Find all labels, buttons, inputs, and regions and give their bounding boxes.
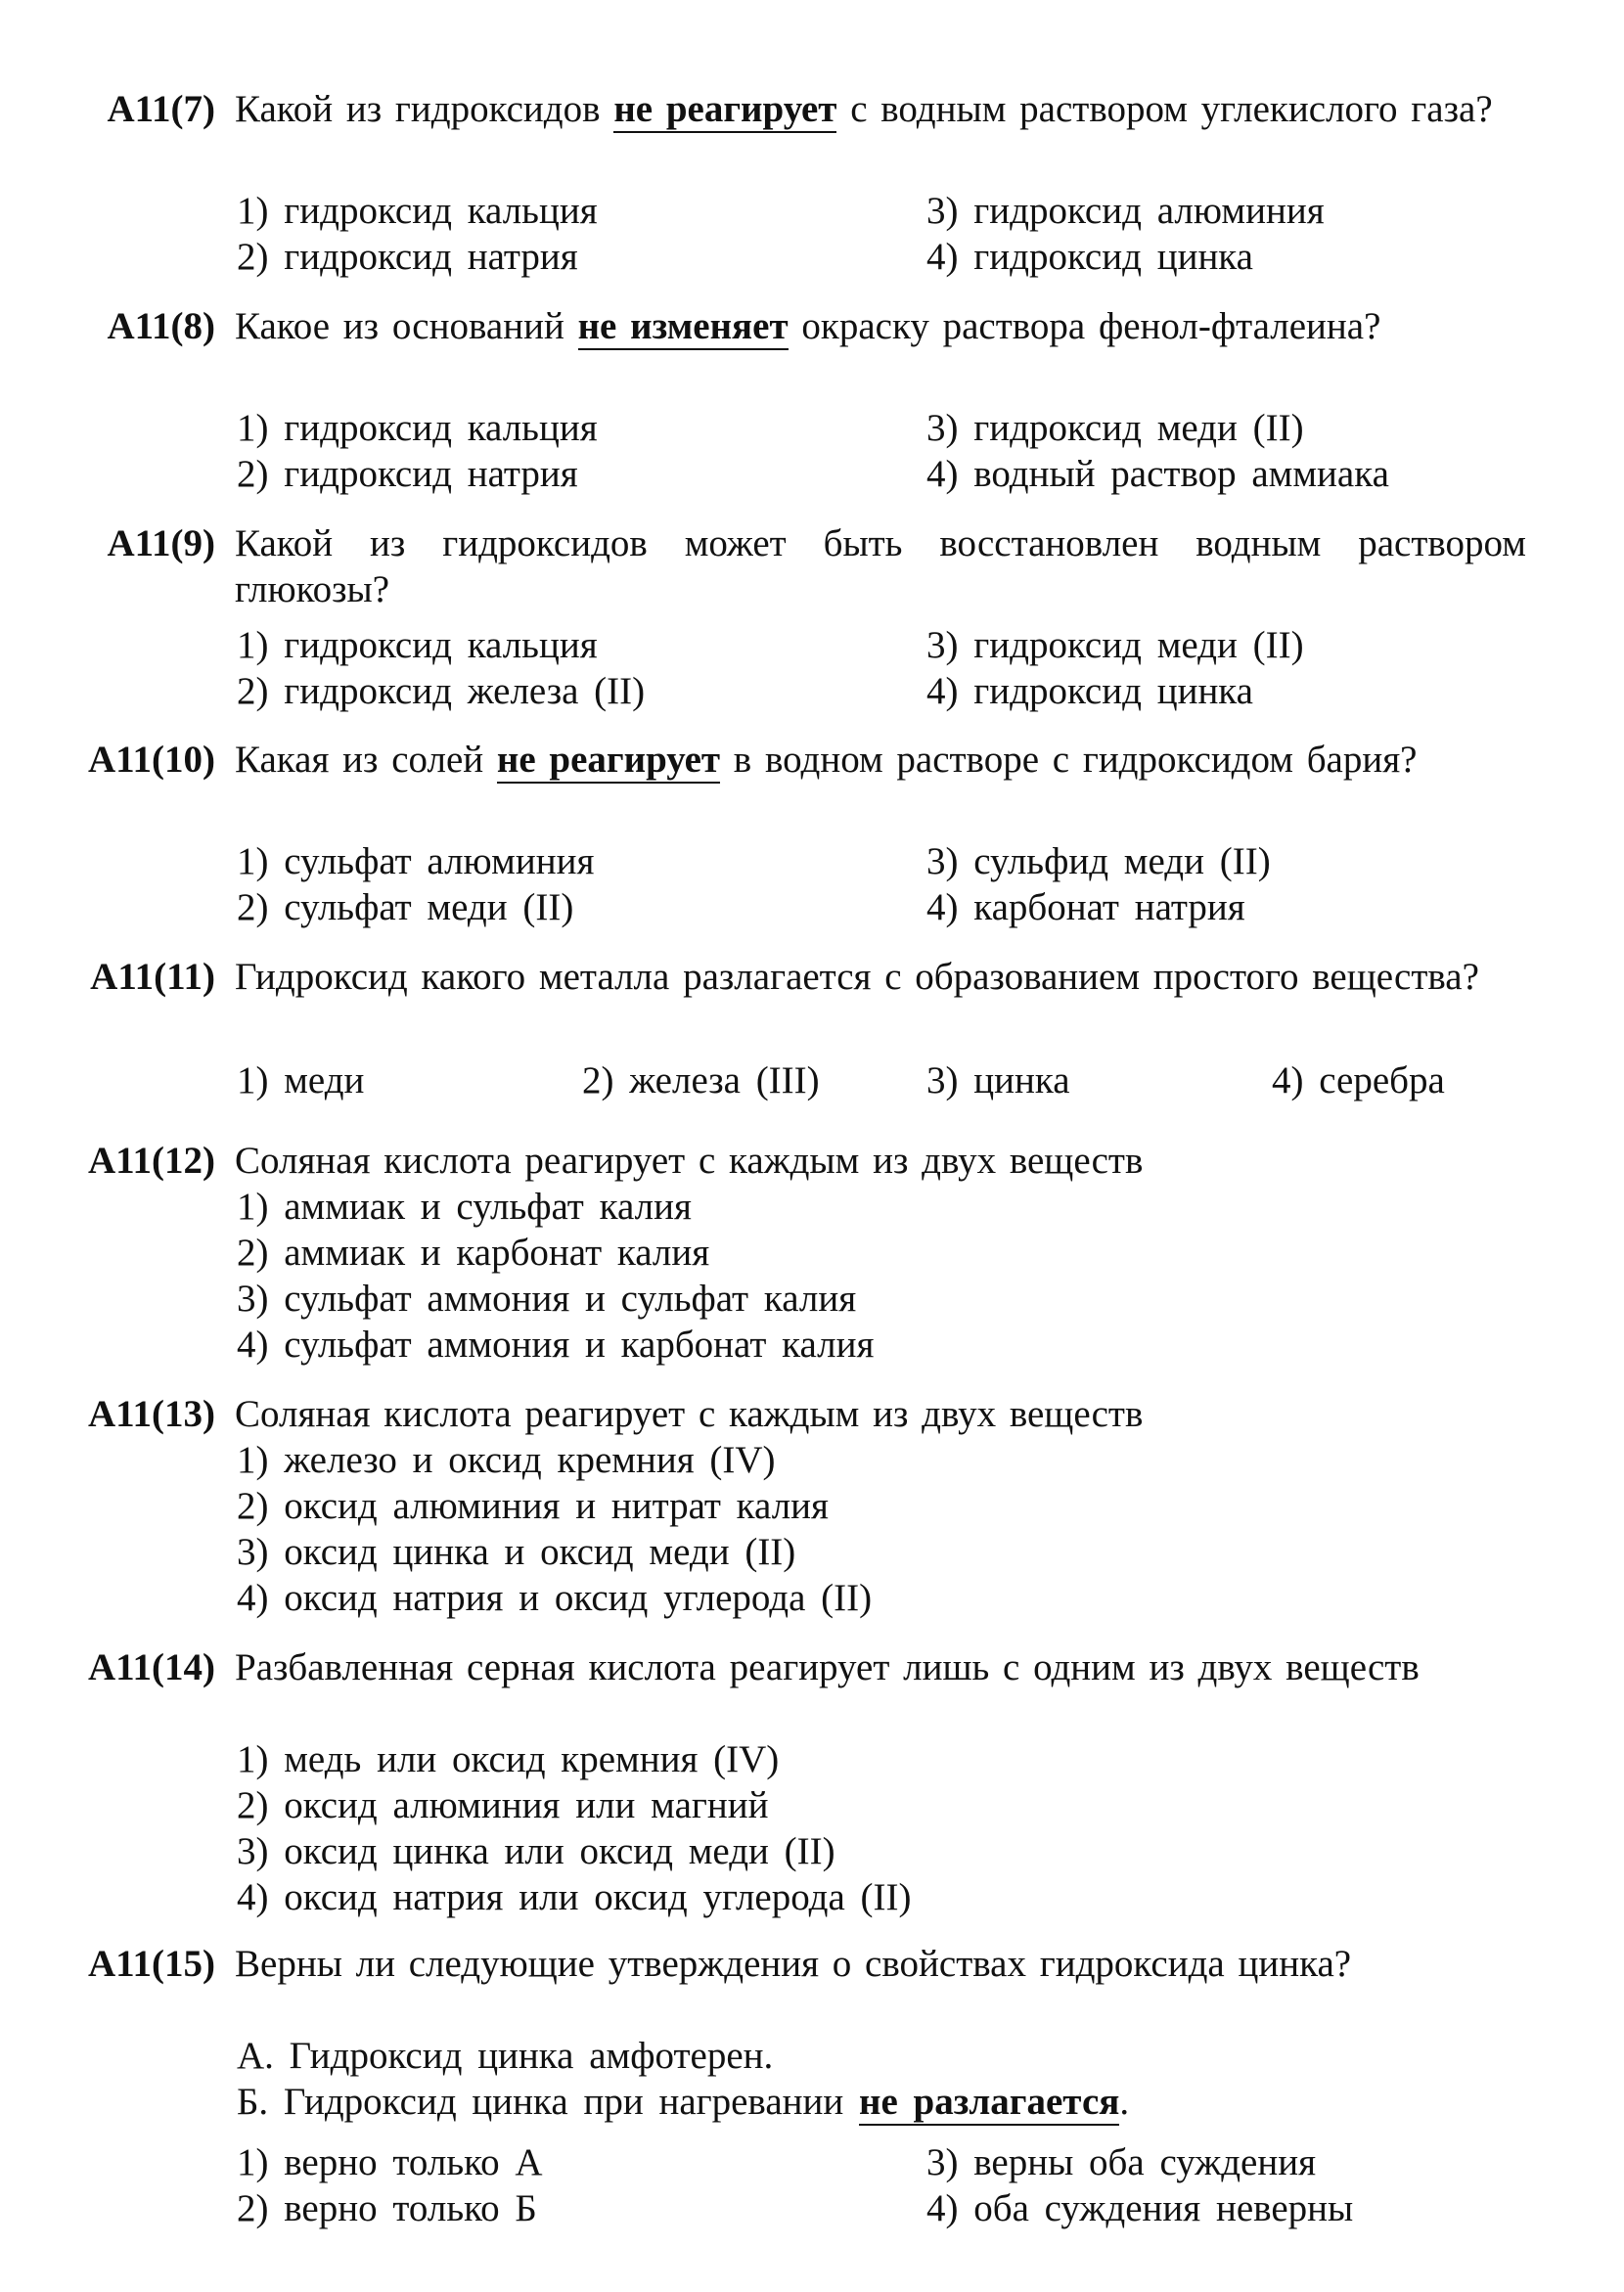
question-number: А11(7) bbox=[107, 88, 215, 130]
question-number: А11(10) bbox=[88, 739, 215, 781]
option-4: 4) гидроксид цинка bbox=[926, 670, 1253, 712]
option-4: 4) карбонат натрия bbox=[926, 886, 1245, 928]
option-2: 2) гидроксид натрия bbox=[237, 453, 578, 495]
question-text: Гидроксид какого металла разлагается с образованием простого вещества? bbox=[235, 956, 1479, 998]
option-2: 2) гидроксид натрия bbox=[237, 236, 578, 278]
option-2: 2) железа (III) bbox=[582, 1059, 820, 1101]
option-4: 4) серебра bbox=[1272, 1059, 1445, 1101]
option-4: 4) водный раствор аммиака bbox=[926, 453, 1389, 495]
option-3: 3) сульфат аммония и сульфат калия bbox=[237, 1278, 857, 1320]
option-4: 4) оксид натрия или оксид углерода (II) bbox=[237, 1876, 912, 1918]
option-3: 3) гидроксид меди (II) bbox=[926, 407, 1304, 449]
option-4: 4) оба суждения неверны bbox=[926, 2187, 1354, 2229]
question-number: А11(15) bbox=[88, 1943, 215, 1985]
question-text: Соляная кислота реагирует с каждым из двух веществ bbox=[235, 1140, 1144, 1182]
option-3: 3) сульфид меди (II) bbox=[926, 840, 1271, 882]
question-text: Соляная кислота реагирует с каждым из двух веществ bbox=[235, 1393, 1144, 1435]
question-number: А11(11) bbox=[90, 956, 215, 998]
question-text: Какое из оснований не изменяет окраску раствора фенол-фталеина? bbox=[235, 303, 1526, 349]
option-4: 4) оксид натрия и оксид углерода (II) bbox=[237, 1577, 873, 1619]
option-3: 3) верны оба суждения bbox=[926, 2141, 1317, 2183]
emphasis: не разлагается bbox=[859, 2081, 1119, 2126]
statement-b: Б. Гидроксид цинка при нагревании не разлагается. bbox=[237, 2079, 1129, 2125]
option-1: 1) аммиак и сульфат калия bbox=[237, 1186, 692, 1228]
option-2: 2) оксид алюминия или магний bbox=[237, 1784, 769, 1826]
option-1: 1) гидроксид кальция bbox=[237, 407, 598, 449]
question-text: Верны ли следующие утверждения о свойствах гидроксида цинка? bbox=[235, 1943, 1352, 1985]
question-number: А11(14) bbox=[88, 1646, 215, 1688]
option-3: 3) гидроксид меди (II) bbox=[926, 624, 1304, 666]
emphasis: не реагирует bbox=[613, 88, 836, 133]
option-1: 1) гидроксид кальция bbox=[237, 624, 598, 666]
question-text: Какой из гидроксидов может быть восстановлен водным раствором глюкозы? bbox=[235, 522, 1526, 610]
statement-a: А. Гидроксид цинка амфотерен. bbox=[237, 2035, 774, 2077]
option-3: 3) оксид цинка или оксид меди (II) bbox=[237, 1830, 835, 1872]
question-text: Какая из солей не реагирует в водном растворе с гидроксидом бария? bbox=[235, 737, 1526, 783]
option-2: 2) сульфат меди (II) bbox=[237, 886, 574, 928]
option-1: 1) железо и оксид кремния (IV) bbox=[237, 1439, 776, 1481]
option-3: 3) цинка bbox=[926, 1059, 1070, 1101]
option-4: 4) гидроксид цинка bbox=[926, 236, 1253, 278]
emphasis: не изменяет bbox=[578, 305, 789, 350]
question-text: Какой из гидроксидов не реагирует с водным раствором углекислого газа? bbox=[235, 86, 1526, 132]
option-4: 4) сульфат аммония и карбонат калия bbox=[237, 1324, 875, 1366]
question-number: А11(8) bbox=[107, 305, 215, 347]
option-2: 2) гидроксид железа (II) bbox=[237, 670, 646, 712]
emphasis: не реагирует bbox=[497, 739, 720, 784]
option-1: 1) верно только А bbox=[237, 2141, 543, 2183]
option-1: 1) медь или оксид кремния (IV) bbox=[237, 1738, 780, 1780]
option-2: 2) оксид алюминия и нитрат калия bbox=[237, 1485, 829, 1527]
question-number: А11(12) bbox=[88, 1140, 215, 1182]
option-1: 1) меди bbox=[237, 1059, 365, 1101]
option-3: 3) гидроксид алюминия bbox=[926, 190, 1325, 232]
question-number: А11(9) bbox=[107, 522, 215, 564]
question-number: А11(13) bbox=[88, 1393, 215, 1435]
option-2: 2) верно только Б bbox=[237, 2187, 537, 2229]
option-1: 1) сульфат алюминия bbox=[237, 840, 595, 882]
option-2: 2) аммиак и карбонат калия bbox=[237, 1232, 710, 1274]
question-text: Разбавленная серная кислота реагирует лишь с одним из двух веществ bbox=[235, 1646, 1420, 1688]
option-3: 3) оксид цинка и оксид меди (II) bbox=[237, 1531, 796, 1573]
option-1: 1) гидроксид кальция bbox=[237, 190, 598, 232]
